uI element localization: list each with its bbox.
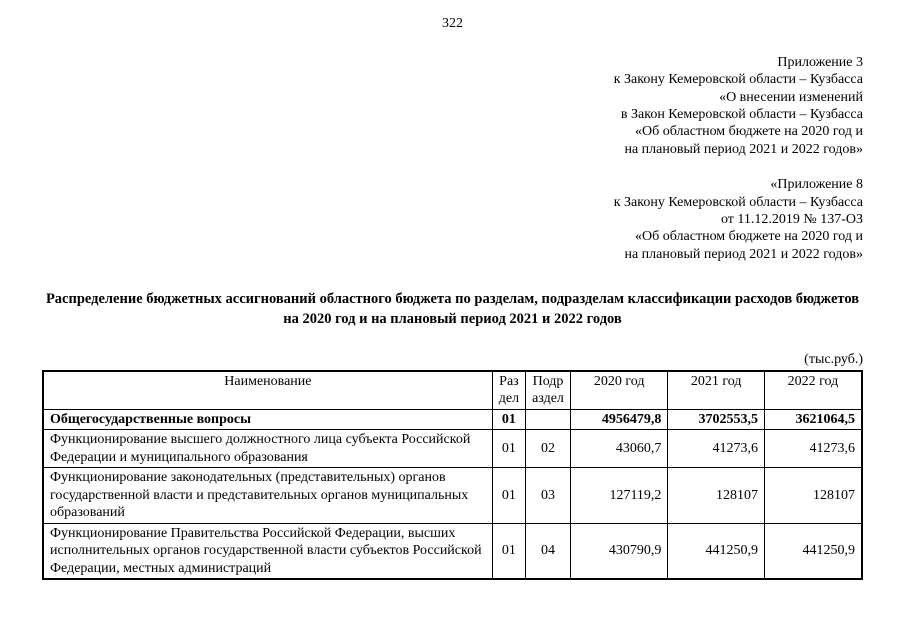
- cell-2021: 441250,9: [668, 523, 765, 579]
- cell-name: Функционирование законодательных (представительных) органов государственной власти и представительных органов муниципальных образований: [43, 468, 492, 524]
- cell-name: Функционирование Правительства Российской Федерации, высших исполнительных органов государственной власти субъектов Российской Федерации, местных администраций: [43, 523, 492, 579]
- header-line: к Закону Кемеровской области – Кузбасса: [613, 72, 863, 88]
- cell-2020: 127119,2: [570, 468, 668, 524]
- header-line: на плановый период 2021 и 2022 годов»: [624, 246, 863, 262]
- cell-2020: 43060,7: [570, 430, 668, 468]
- column-header-podrazdel: Подр аздел: [526, 371, 571, 410]
- header-line: к Закону Кемеровской области – Кузбасса: [613, 194, 863, 210]
- cell-podrazdel: 04: [526, 523, 571, 579]
- cell-razdel: 01: [492, 523, 525, 579]
- cell-2021: 128107: [668, 468, 765, 524]
- cell-podrazdel: 02: [526, 430, 571, 468]
- table-header-row: [43, 371, 862, 410]
- header-line: на плановый период 2021 и 2022 годов»: [624, 141, 863, 157]
- units-label: (тыс.руб.): [804, 351, 863, 367]
- header-line: Приложение 3: [777, 55, 863, 70]
- header-line: в Закон Кемеровской области – Кузбасса: [620, 107, 863, 123]
- header-line: «Об областном бюджете на 2020 год и: [635, 229, 863, 245]
- cell-razdel: 01: [492, 468, 525, 524]
- cell-2020: 430790,9: [570, 523, 668, 579]
- column-header-2020: 2020 год: [570, 371, 668, 410]
- cell-podrazdel: 03: [526, 468, 571, 524]
- cell-name: Функционирование высшего должностного лица субъекта Российской Федерации и муниципального образования: [43, 430, 492, 468]
- column-header-2022: 2022 год: [764, 371, 862, 410]
- table-row: [43, 430, 862, 468]
- header-line: «Приложение 8: [770, 177, 863, 193]
- document-title: Распределение бюджетных ассигнований областного бюджета по разделам, подразделам классификации расходов бюджетов на 2020 год и на плановый период 2021 и 2022 годов: [45, 290, 860, 328]
- cell-razdel: 01: [492, 430, 525, 468]
- column-header-razdel: Раз дел: [492, 371, 525, 410]
- header-line: «Об областном бюджете на 2020 год и: [635, 124, 863, 140]
- page-number: 322: [442, 16, 463, 31]
- column-header-2021: 2021 год: [668, 371, 765, 410]
- cell-2022: 128107: [764, 468, 862, 524]
- appendix-header-2: [42, 176, 863, 263]
- column-header-name: Наименование: [43, 371, 492, 410]
- cell-2021: 3702553,5: [668, 409, 765, 430]
- cell-podrazdel: [526, 409, 571, 430]
- appendix-header-1: [42, 54, 863, 158]
- cell-2022: 3621064,5: [764, 409, 862, 430]
- cell-2021: 41273,6: [668, 430, 765, 468]
- cell-name: Общегосударственные вопросы: [43, 409, 492, 430]
- table-row: [43, 468, 862, 524]
- cell-2020: 4956479,8: [570, 409, 668, 430]
- table-row: [43, 409, 862, 430]
- header-line: «О внесении изменений: [719, 89, 863, 105]
- budget-table: [42, 370, 863, 581]
- cell-2022: 441250,9: [764, 523, 862, 579]
- cell-2022: 41273,6: [764, 430, 862, 468]
- cell-razdel: 01: [492, 409, 525, 430]
- table-row: [43, 523, 862, 579]
- header-line: от 11.12.2019 № 137-ОЗ: [720, 211, 863, 227]
- spacer: [42, 158, 863, 176]
